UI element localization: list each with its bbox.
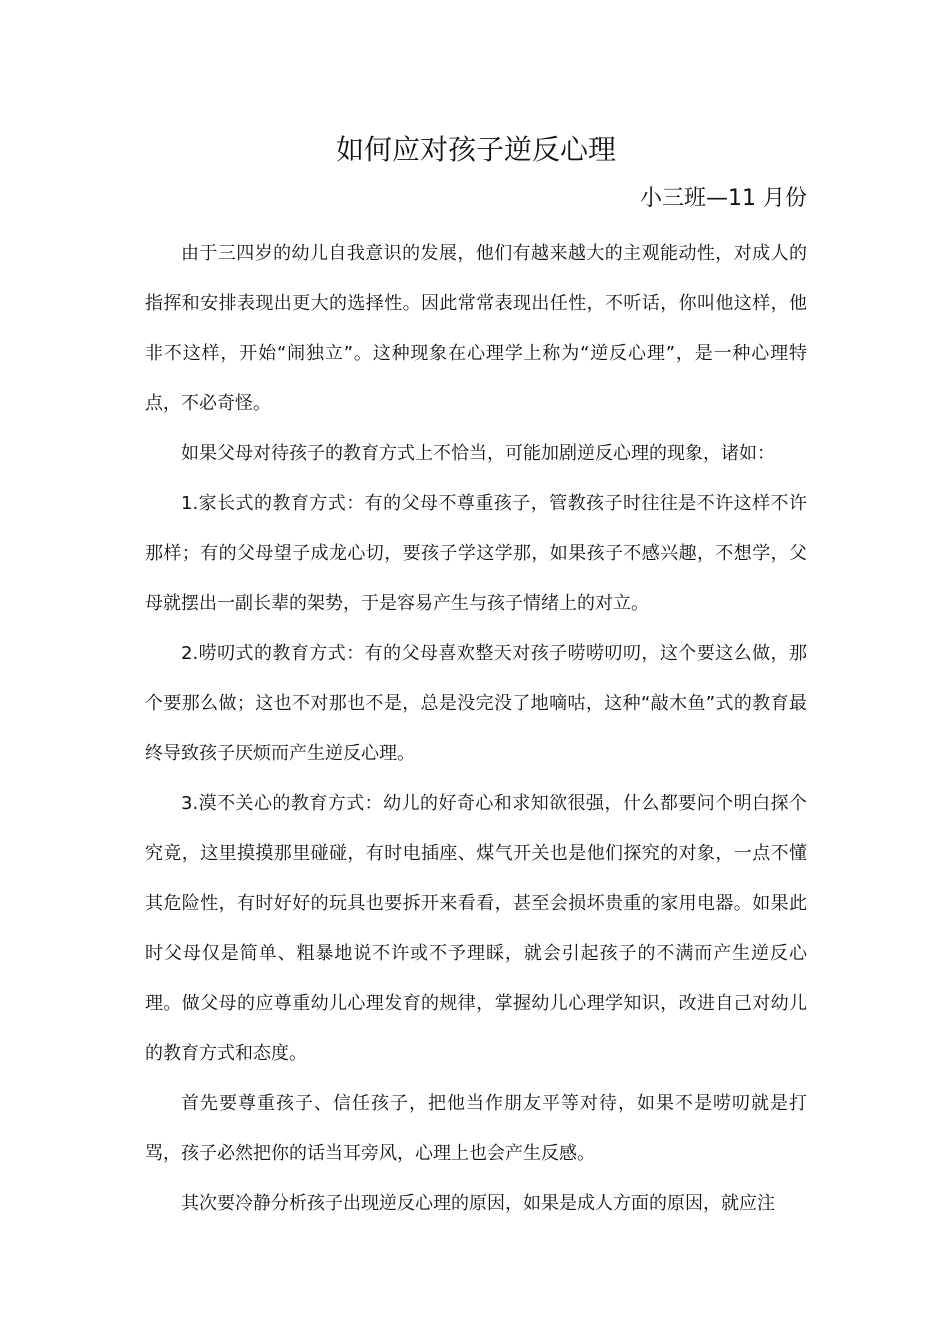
paragraph-point-1: 1.家长式的教育方式：有的父母不尊重孩子，管教孩子时往往是不许这样不许那样；有的父母望子成龙心切，要孩子学这学那，如果孩子不感兴趣，不想学，父母就摆出一副长辈的架势，于是容易产生与孩子情绪上的对立。 — [145, 493, 807, 614]
paragraph-second: 其次要冷静分析孩子出现逆反心理的原因，如果是成人方面的原因，就应注 — [181, 1193, 775, 1214]
document-body — [145, 229, 807, 1229]
document-subtitle: 小三班—11 月份 — [640, 186, 807, 211]
paragraph-point-2: 2.唠叨式的教育方式：有的父母喜欢整天对孩子唠唠叨叨，这个要这么做，那个要那么做；这也不对那也不是，总是没完没了地嘀咕，这种“敲木鱼”式的教育最终导致孩子厌烦而产生逆反心理。 — [145, 643, 807, 764]
paragraph-first: 首先要尊重孩子、信任孩子，把他当作朋友平等对待，如果不是唠叨就是打骂，孩子必然把你的话当耳旁风，心理上也会产生反感。 — [145, 1093, 807, 1164]
document-title: 如何应对孩子逆反心理 — [335, 133, 616, 166]
paragraph-transition: 如果父母对待孩子的教育方式上不恰当，可能加剧逆反心理的现象，诸如： — [181, 443, 775, 464]
paragraph-point-3: 3.漠不关心的教育方式：幼儿的好奇心和求知欲很强，什么都要问个明白探个究竟，这里摸摸那里碰碰，有时电插座、煤气开关也是他们探究的对象，一点不懂其危险性，有时好好的玩具也要拆开来看看，甚至会损坏贵重的家用电器。如果此时父母仅是简单、粗暴地说不许或不予理睬，就会引起孩子的不满而产生逆反心理。做父母的应尊重幼儿心理发育的规律，掌握幼儿心理学知识，改进自己对幼儿的教育方式和态度。 — [145, 793, 807, 1064]
paragraph-intro: 由于三四岁的幼儿自我意识的发展，他们有越来越大的主观能动性，对成人的指挥和安排表现出更大的选择性。因此常常表现出任性，不听话，你叫他这样，他非不这样，开始“闹独立”。这种现象在心理学上称为“逆反心理”，是一种心理特点，不必奇怪。 — [145, 243, 807, 414]
